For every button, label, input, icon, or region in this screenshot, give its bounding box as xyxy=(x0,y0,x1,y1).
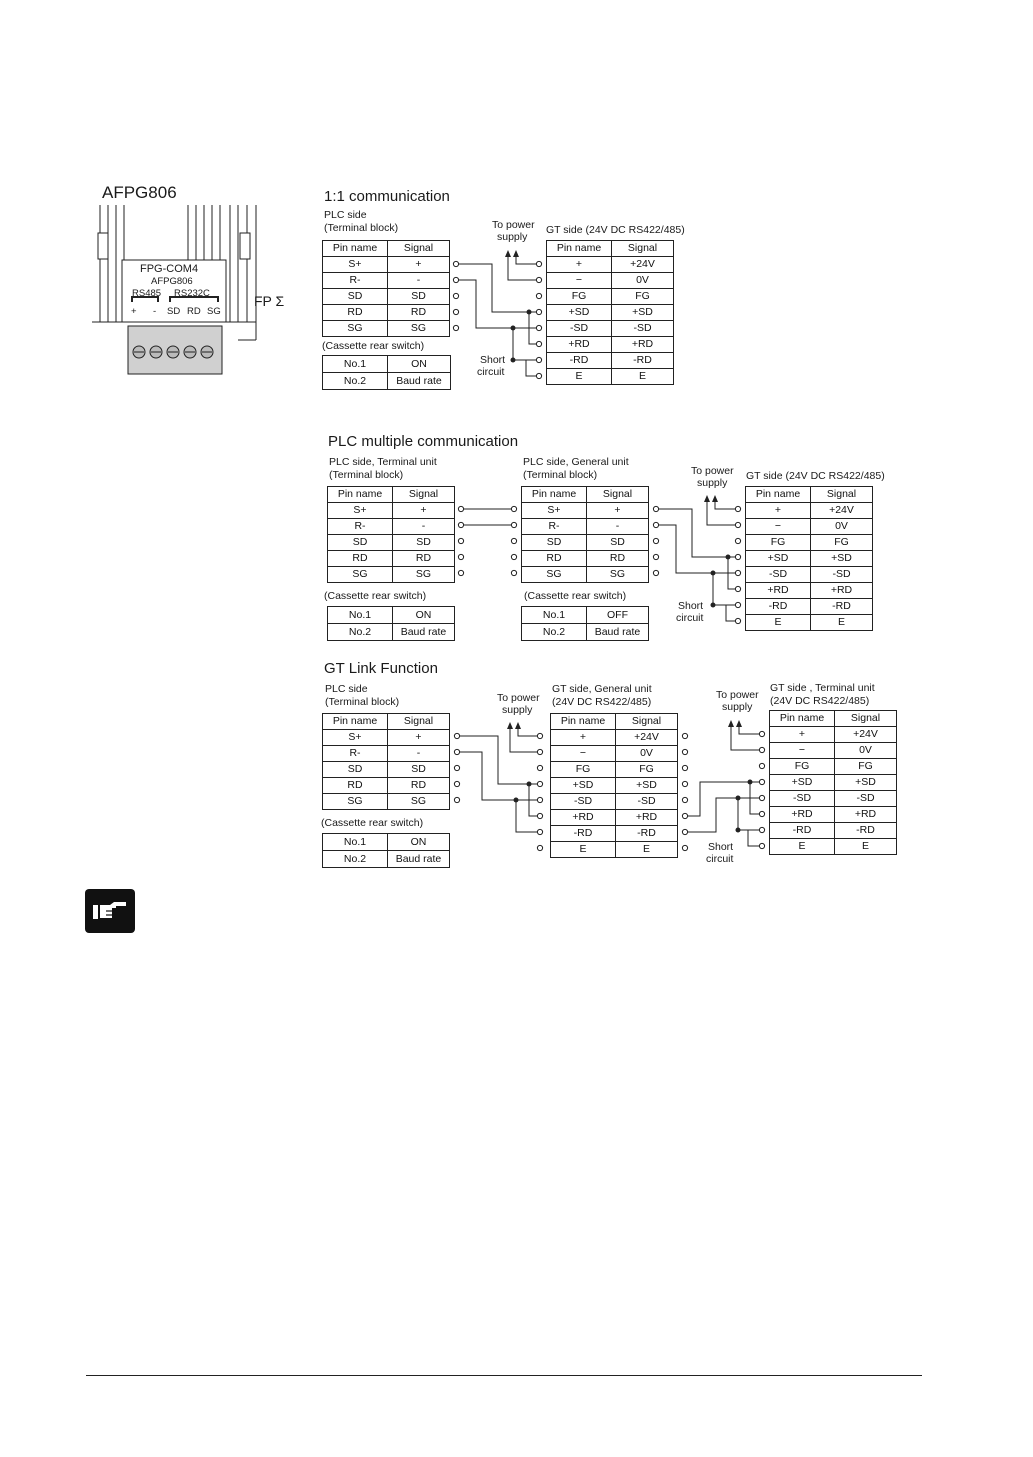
gt-dc-caption: (24V DC RS422/485) xyxy=(770,695,870,707)
header-signal: Signal xyxy=(835,711,897,727)
table-row: +RD +RD xyxy=(746,583,873,599)
table-row: S+ + xyxy=(323,257,450,273)
to-power-caption: To power xyxy=(492,219,535,231)
table-row: E E xyxy=(746,615,873,631)
table-row: No.2 Baud rate xyxy=(522,624,649,641)
header-pin-name: Pin name xyxy=(323,714,388,730)
table-row: -RD -RD xyxy=(746,599,873,615)
cassette-switch-caption: (Cassette rear switch) xyxy=(322,340,425,352)
header-pin-name: Pin name xyxy=(547,241,612,257)
table-row: No.2 Baud rate xyxy=(323,373,451,390)
terminal-block-caption: (Terminal block) xyxy=(325,696,400,708)
short-circuit-caption: Short xyxy=(678,600,704,612)
gt-terminal-caption: GT side , Terminal unit xyxy=(770,682,875,694)
header-signal: Signal xyxy=(393,487,455,503)
table-row: SG SG xyxy=(323,794,450,810)
module-pin-label: + xyxy=(131,306,137,317)
table-row: No.1 OFF xyxy=(522,607,649,624)
pointing-hand-icon xyxy=(85,889,135,933)
gt-general-pin-table xyxy=(550,713,678,858)
table-row: R- - xyxy=(323,273,450,289)
table-row: +SD +SD xyxy=(551,778,678,794)
table-row: SD SD xyxy=(323,289,450,305)
table-row: SD SD xyxy=(323,762,450,778)
cassette-switch-table xyxy=(327,606,455,641)
table-row: R- - xyxy=(328,519,455,535)
header-pin-name: Pin name xyxy=(323,241,388,257)
cassette-switch-table xyxy=(521,606,649,641)
table-row: -SD -SD xyxy=(746,567,873,583)
table-row: FG FG xyxy=(746,535,873,551)
table-row: No.2 Baud rate xyxy=(323,851,450,868)
table-row: RD RD xyxy=(522,551,649,567)
plc-pin-table xyxy=(322,240,450,337)
short-circuit-caption: Short xyxy=(480,354,506,366)
plc-side-caption: PLC side xyxy=(324,209,367,221)
table-row: − 0V xyxy=(746,519,873,535)
table-row: -RD -RD xyxy=(551,826,678,842)
rs232c-label: RS232C xyxy=(174,288,210,299)
header-pin-name: Pin name xyxy=(746,487,811,503)
module-pin-label: RD xyxy=(187,306,201,317)
to-power-caption: supply xyxy=(502,704,533,716)
to-power-caption: supply xyxy=(697,477,728,489)
table-row: RD RD xyxy=(328,551,455,567)
section-title-gt-link: GT Link Function xyxy=(324,660,438,677)
section-title-plc-multiple: PLC multiple communication xyxy=(328,433,519,450)
section-title-1to1: 1:1 communication xyxy=(324,188,450,205)
plc-terminal-caption: PLC side, Terminal unit xyxy=(329,456,437,468)
terminal-block-caption: (Terminal block) xyxy=(324,222,399,234)
table-row: SG SG xyxy=(328,567,455,583)
table-row: + +24V xyxy=(547,257,674,273)
table-row: R- - xyxy=(323,746,450,762)
cassette-switch-caption: (Cassette rear switch) xyxy=(321,817,424,829)
table-row: − 0V xyxy=(547,273,674,289)
table-row: − 0V xyxy=(551,746,678,762)
table-row: RD RD xyxy=(323,778,450,794)
table-row: +RD +RD xyxy=(551,810,678,826)
table-row: E E xyxy=(547,369,674,385)
table-row: -RD -RD xyxy=(547,353,674,369)
module-pin-label: SD xyxy=(167,306,181,317)
plc-side-caption: PLC side xyxy=(325,683,368,695)
fp-sigma-label: FP Σ xyxy=(254,293,285,309)
rs485-label: RS485 xyxy=(132,288,162,299)
table-row: +SD +SD xyxy=(746,551,873,567)
table-row: E E xyxy=(551,842,678,858)
table-row: No.1 ON xyxy=(328,607,455,624)
to-power-caption: To power xyxy=(691,465,734,477)
table-row: SG SG xyxy=(522,567,649,583)
to-power-caption: To power xyxy=(716,689,759,701)
table-row: -SD -SD xyxy=(770,791,897,807)
table-row: FG FG xyxy=(547,289,674,305)
header-signal: Signal xyxy=(612,241,674,257)
plc-terminal-pin-table xyxy=(327,486,455,583)
table-row: +SD +SD xyxy=(770,775,897,791)
short-circuit-caption: circuit xyxy=(477,366,505,378)
header-signal: Signal xyxy=(587,487,649,503)
cassette-switch-table xyxy=(322,833,450,868)
plc-general-caption: PLC side, General unit xyxy=(523,456,629,468)
module-label-model: AFPG806 xyxy=(151,276,193,287)
header-signal: Signal xyxy=(388,241,450,257)
gt-terminal-pin-table xyxy=(769,710,897,855)
gt-dc-caption: (24V DC RS422/485) xyxy=(552,696,652,708)
table-row: SG SG xyxy=(323,321,450,337)
plc-pin-table xyxy=(322,713,450,810)
short-circuit-caption: circuit xyxy=(676,612,704,624)
table-row: R- - xyxy=(522,519,649,535)
cassette-switch-caption: (Cassette rear switch) xyxy=(324,590,427,602)
to-power-caption: supply xyxy=(497,231,528,243)
footer-divider xyxy=(86,1375,922,1376)
header-signal: Signal xyxy=(811,487,873,503)
header-pin-name: Pin name xyxy=(551,714,616,730)
table-row: FG FG xyxy=(551,762,678,778)
table-row: +RD +RD xyxy=(770,807,897,823)
to-power-caption: supply xyxy=(722,701,753,713)
gt-pin-table xyxy=(745,486,873,631)
terminal-block-caption: (Terminal block) xyxy=(329,469,404,481)
header-pin-name: Pin name xyxy=(770,711,835,727)
table-row: E E xyxy=(770,839,897,855)
table-row: + +24V xyxy=(746,503,873,519)
table-row: -SD -SD xyxy=(551,794,678,810)
cassette-switch-caption: (Cassette rear switch) xyxy=(524,590,627,602)
header-pin-name: Pin name xyxy=(522,487,587,503)
to-power-caption: To power xyxy=(497,692,540,704)
table-row: +RD +RD xyxy=(547,337,674,353)
table-row: SD SD xyxy=(328,535,455,551)
header-signal: Signal xyxy=(388,714,450,730)
module-pin-label: SG xyxy=(207,306,221,317)
table-row: +SD +SD xyxy=(547,305,674,321)
short-circuit-caption: Short xyxy=(708,841,734,853)
table-row: No.2 Baud rate xyxy=(328,624,455,641)
table-row: -SD -SD xyxy=(547,321,674,337)
header-signal: Signal xyxy=(616,714,678,730)
short-circuit-caption: circuit xyxy=(706,853,734,865)
table-row: S+ + xyxy=(522,503,649,519)
gt-general-caption: GT side, General unit xyxy=(552,683,652,695)
table-row: FG FG xyxy=(770,759,897,775)
gt-side-caption: GT side (24V DC RS422/485) xyxy=(546,224,685,236)
table-row: RD RD xyxy=(323,305,450,321)
table-row: + +24V xyxy=(551,730,678,746)
table-row: -RD -RD xyxy=(770,823,897,839)
module-pin-label: - xyxy=(153,306,157,317)
table-row: No.1 ON xyxy=(323,356,451,373)
table-row: S+ + xyxy=(323,730,450,746)
header-pin-name: Pin name xyxy=(328,487,393,503)
table-row: − 0V xyxy=(770,743,897,759)
terminal-block-caption: (Terminal block) xyxy=(523,469,598,481)
table-row: No.1 ON xyxy=(323,834,450,851)
gt-pin-table xyxy=(546,240,674,385)
cassette-switch-table xyxy=(322,355,451,390)
table-row: SD SD xyxy=(522,535,649,551)
module-title: AFPG806 xyxy=(102,183,177,202)
module-label-top: FPG-COM4 xyxy=(140,263,199,275)
table-row: S+ + xyxy=(328,503,455,519)
plc-general-pin-table xyxy=(521,486,649,583)
gt-side-caption: GT side (24V DC RS422/485) xyxy=(746,470,885,482)
table-row: + +24V xyxy=(770,727,897,743)
